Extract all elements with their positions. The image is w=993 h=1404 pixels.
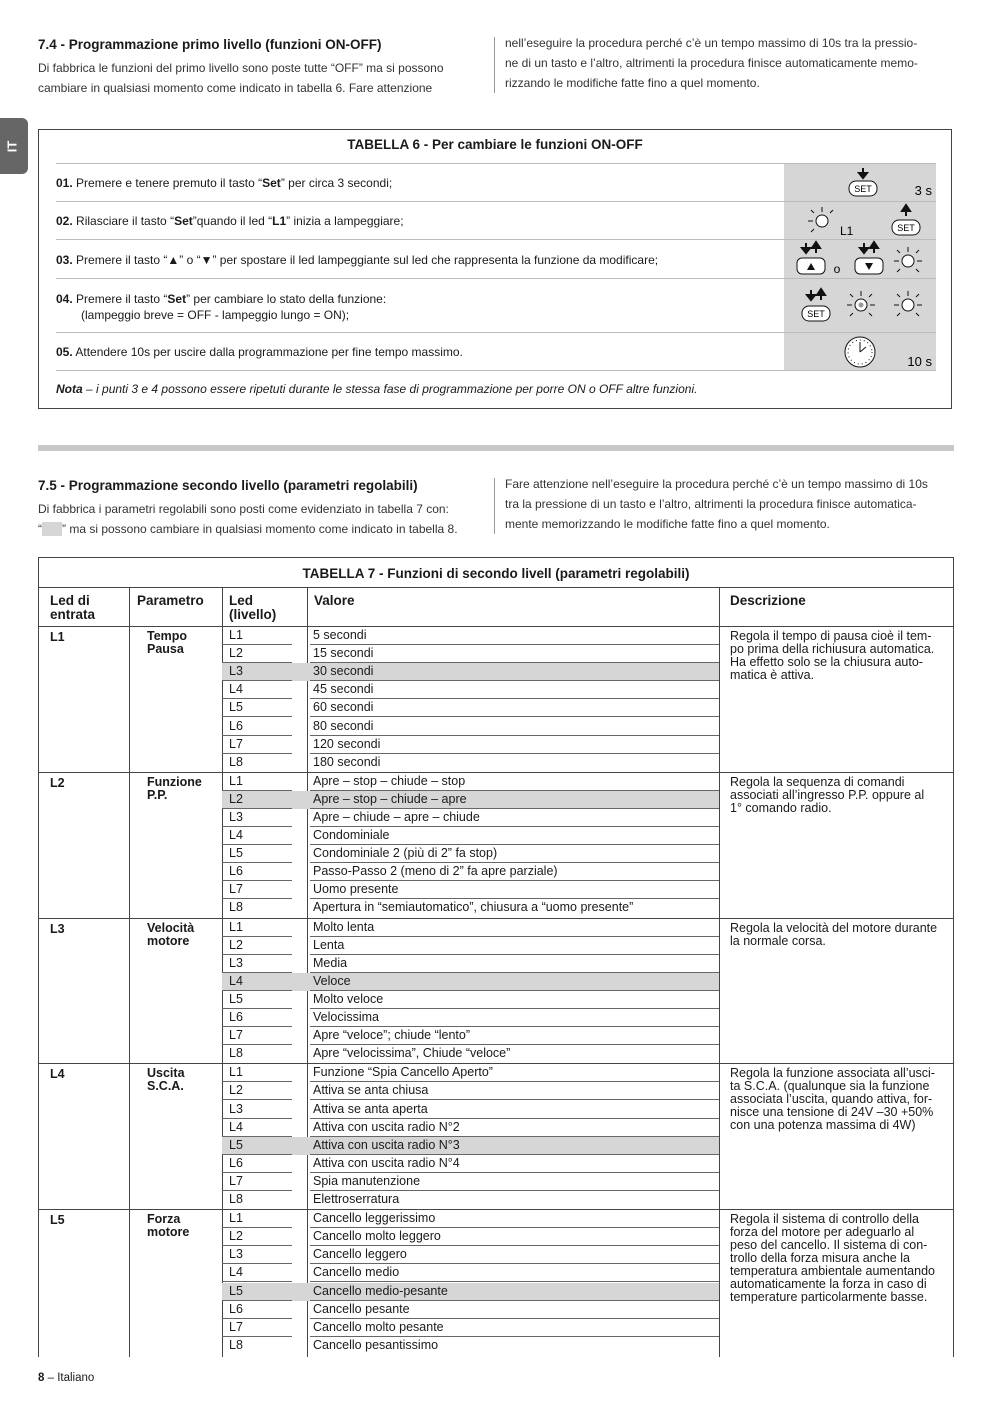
step-text [56,213,404,229]
value-row [222,1173,719,1191]
parameter-line: P.P. [147,787,168,802]
parameter-line: S.C.A. [147,1079,184,1094]
value-text: 5 secondi [313,628,367,642]
value-text: 60 secondi [313,700,374,715]
up-down-keys-icon [784,240,936,279]
column-divider [494,478,495,534]
value-row [222,1064,719,1082]
entry-led: L4 [50,1067,65,1082]
level-led: L4 [229,682,243,697]
section-separator [38,445,954,451]
table-6-bottom-rule [56,370,936,371]
led-blinking-icon [784,202,936,240]
step-text [56,344,463,360]
level-led: L2 [229,646,243,661]
value-text: 120 secondi [313,736,381,751]
table-7-group [39,1210,953,1356]
header-line: entrata [50,607,96,622]
table-6-row [56,332,936,371]
level-led: L1 [229,919,243,934]
entry-led: L2 [50,775,65,790]
value-row [222,973,719,991]
value-text: Cancello molto pesante [313,1319,444,1334]
level-led: L7 [229,736,243,751]
value-text: Molto lenta [313,919,375,934]
step-line: Premere il tasto “Set” per cambiare lo stato della funzione: [76,292,387,306]
value-row [222,1082,719,1100]
step-icons [784,279,936,333]
section-7-4-left-text [38,58,444,98]
value-row [222,809,719,827]
value-text: Attiva con uscita radio N°4 [313,1155,460,1170]
level-led: L6 [229,864,243,879]
value-row [222,1009,719,1027]
set-press-led-state-icon [784,279,936,333]
step-line: Attendere 10s per uscire dalla programmazione per fine tempo massimo. [75,345,463,359]
parameter-line: Forza [147,1212,181,1227]
table-7-group [39,773,953,919]
text-fragment: ” ma si possono cambiare in qualsiasi momento come indicato in tabella 8. [62,522,458,536]
value-text: Cancello molto leggero [313,1229,441,1244]
step-text [56,175,392,191]
value-row [222,899,719,917]
parameter-line: Pausa [147,642,184,656]
parameter-name [147,922,194,948]
value-text: Cancello leggero [313,1247,407,1262]
parameter-description: Regola la sequenza di comandi associati all’ingresso P.P. oppure al 1° comando radio. [730,774,925,815]
section-7-5-right-text [505,474,928,534]
value-row [222,955,719,973]
level-led: L3 [229,955,243,970]
time-label: 10 s [907,354,932,369]
value-row [222,1191,719,1209]
level-led: L1 [229,628,243,642]
value-text: Condominiale 2 (più di 2” fa stop) [313,846,498,861]
value-row [222,773,719,791]
set-key-label: SET [854,184,872,194]
text-line: ne di un tasto e l’altro, altrimenti la procedura finisce automaticamente memo- [505,56,918,70]
value-text: 80 secondi [313,718,374,733]
value-row [222,1319,719,1337]
value-text: Media [313,955,348,970]
value-text: Cancello leggerissimo [313,1211,436,1226]
step-number: 05. [56,345,73,359]
table-7 [38,557,954,1357]
level-led: L6 [229,1010,243,1025]
value-row [222,627,719,645]
value-row [222,991,719,1009]
set-key-label: SET [807,309,825,319]
value-text: Veloce [313,973,351,988]
step-line: Rilasciare il tasto “Set”quando il led “L1” inizia a lampeggiare; [76,214,404,228]
value-row [222,681,719,699]
level-led: L2 [229,1229,243,1244]
text-line: cambiare in qualsiasi momento come indicato in tabella 6. Fare attenzione [38,81,433,95]
note-text: – i punti 3 e 4 possono essere ripetuti durante le stessa fase di programmazione per porre ON o OFF altre funzioni. [82,382,698,396]
header-led-livello [229,594,276,622]
value-text: Lenta [313,937,345,952]
value-text: Elettroserratura [313,1192,400,1207]
step-number: 03. [56,253,73,267]
value-text: 30 secondi [313,664,374,679]
value-text: Spia manutenzione [313,1173,421,1188]
parameter-line: motore [147,1225,190,1240]
step-line: (lampeggio breve = OFF - lampeggio lungo = ON); [81,308,350,322]
parameter-name [147,776,202,802]
level-led: L1 [229,1065,243,1080]
value-text: 15 secondi [313,646,374,661]
level-led: L2 [229,1083,243,1098]
table-6-row [56,239,936,279]
language-tab [0,118,28,174]
language-tab-label: IT [4,140,20,153]
header-parametro: Parametro [137,593,204,608]
header-line: Led [229,593,254,608]
header-descrizione: Descrizione [730,593,806,608]
level-led: L1 [229,773,243,788]
level-led: L5 [229,846,243,861]
section-7-4-title: 7.4 - Programmazione primo livello (funzioni ON-OFF) [38,37,382,52]
level-led: L4 [229,1265,243,1280]
section-7-5-title: 7.5 - Programmazione secondo livello (parametri regolabili) [38,478,418,493]
parameter-description: Regola la velocità del motore durante la normale corsa. [730,920,938,948]
footer-language: – Italiano [44,1372,95,1384]
value-text: Cancello pesante [313,1301,410,1316]
text-line: rizzando le modifiche fatte fino a quel momento. [505,76,760,90]
parameter-line: motore [147,933,190,948]
parameter-name [147,1067,185,1093]
level-led: L1 [229,1211,243,1226]
step-line: Premere il tasto “▲” o “▼” per spostare il led lampeggiante sul led che rappresenta la funzione da modificare; [76,253,659,267]
value-text: Attiva se anta aperta [313,1101,428,1116]
parameter-line: Tempo [147,629,188,643]
level-led: L2 [229,937,243,952]
parameter-description: Regola il tempo di pausa cioè il tem- po prima della richiusura automatica. Ha effetto solo se la chiusura auto- matica è attiva. [730,629,935,682]
value-row [222,1283,719,1301]
text-line [38,519,458,539]
table-7-group [39,627,953,773]
parameter-name [147,630,187,656]
text-line: Di fabbrica le funzioni del primo livello sono poste tutte “OFF” ma si possono [38,61,444,75]
level-led: L5 [229,1283,243,1298]
parameter-line: Funzione [147,774,202,789]
value-row [222,1228,719,1246]
parameter-line: Velocità [147,920,195,935]
step-number: 02. [56,214,73,228]
value-row [222,1045,719,1063]
header-line: (livello) [229,607,277,622]
value-row [222,754,719,772]
value-row [222,827,719,845]
level-led: L5 [229,1137,243,1152]
table-7-group [39,1064,953,1210]
value-text: Apre “veloce”; chiude “lento” [313,1028,471,1043]
value-row [222,1337,719,1355]
value-row [222,845,719,863]
value-text: Attiva con uscita radio N°3 [313,1137,460,1152]
step-icons [784,202,936,240]
level-led: L8 [229,1046,243,1061]
page-footer [38,1372,94,1384]
level-led: L6 [229,718,243,733]
value-text: Molto veloce [313,991,384,1006]
page-number: 8 [38,1372,45,1384]
table-6 [38,129,952,409]
level-led: L3 [229,1247,243,1262]
value-row [222,736,719,754]
time-label: 3 s [914,183,932,198]
value-row [222,699,719,717]
level-led: L4 [229,828,243,843]
table-6-title: TABELLA 6 - Per cambiare le funzioni ON-OFF [347,137,643,152]
value-text: Velocissima [313,1010,379,1025]
value-row [222,1119,719,1137]
entry-led: L5 [50,1213,65,1228]
column-divider [494,37,495,93]
step-text [56,291,386,323]
text-line: tra la pressione di un tasto e l’altro, altrimenti la procedura finisce automatica- [505,497,917,511]
level-led: L7 [229,1028,243,1043]
level-led: L2 [229,791,243,806]
value-row [222,1027,719,1045]
table-6-note [56,382,697,396]
value-text: Cancello medio [313,1265,400,1280]
step-icons [784,240,936,279]
section-7-4-right-text [505,33,918,93]
value-text: Attiva se anta chiusa [313,1083,429,1098]
value-text: Condominiale [313,828,390,843]
value-row [222,718,719,736]
table-7-title: TABELLA 7 - Funzioni di secondo livell (parametri regolabili) [302,566,690,581]
level-led: L3 [229,1101,243,1116]
value-text: Funzione “Spia Cancello Aperto” [313,1065,493,1080]
value-text: Apre “velocissima”, Chiude “veloce” [313,1046,511,1061]
value-row [222,937,719,955]
level-led: L7 [229,1173,243,1188]
table-7-group [39,919,953,1065]
value-text: Apre – chiude – apre – chiude [313,809,480,824]
level-led: L4 [229,1119,243,1134]
value-row [222,1155,719,1173]
parameter-description: Regola la funzione associata all’usci- ta S.C.A. (qualunque sia la funzione associata l’uscita, quando attiva, for- nisce una tensione di 24V –30 +50% con una potenza massima di 4W) [730,1066,935,1133]
value-text: Cancello pesantissimo [313,1337,439,1352]
text-line: Fare attenzione nell’eseguire la procedura perché c’è un tempo massimo di 10s [505,477,928,491]
quote-open: “ [38,522,42,536]
default-highlight-swatch [42,522,62,536]
step-line: Premere e tenere premuto il tasto “Set” per circa 3 secondi; [76,176,393,190]
level-led: L8 [229,1192,243,1207]
value-row [222,1101,719,1119]
value-text: Passo-Passo 2 (meno di 2” fa apre parziale) [313,864,558,879]
note-label: Nota [56,382,83,396]
level-led: L3 [229,664,243,679]
header-valore: Valore [314,593,355,608]
level-led: L8 [229,1337,243,1352]
table-6-row [56,163,936,202]
level-led: L7 [229,882,243,897]
table-6-row [56,201,936,240]
value-text: Cancello medio-pesante [313,1283,448,1298]
parameter-line: Uscita [147,1066,185,1081]
text-line: nell’eseguire la procedura perché c’è un tempo massimo di 10s tra la pressio- [505,36,918,50]
level-led: L4 [229,973,243,988]
set-key-label: SET [897,223,915,233]
level-led: L7 [229,1319,243,1334]
level-led: L5 [229,700,243,715]
text-line: Di fabbrica i parametri regolabili sono posti come evidenziato in tabella 7 con: [38,502,449,516]
header-led-entrata [50,594,95,622]
level-led: L8 [229,900,243,915]
step-text [56,252,658,268]
level-led: L8 [229,754,243,769]
level-led: L6 [229,1155,243,1170]
value-text: Apertura in “semiautomatico”, chiusura a “uomo presente” [313,900,634,915]
step-icons [784,333,936,371]
section-7-5-left-text [38,499,458,539]
step-number: 04. [56,292,73,306]
value-text: Uomo presente [313,882,399,897]
value-text: 45 secondi [313,682,374,697]
value-row [222,1137,719,1155]
entry-led: L1 [50,630,65,644]
table-6-row [56,278,936,333]
step-number: 01. [56,176,73,190]
led-l1-label: L1 [840,224,854,238]
level-led: L6 [229,1301,243,1316]
value-text: Apre – stop – chiude – stop [313,773,466,788]
value-row [222,645,719,663]
header-line: Led di [50,593,90,608]
value-row [222,791,719,809]
set-press-hold-icon [784,164,936,202]
table-7-rule [39,587,953,588]
value-row [222,1264,719,1282]
clock-icon [784,333,936,371]
parameter-description: Regola il sistema di controllo della forza del motore per adeguarlo al peso del cancello. Il sistema di con- trollo della forza misura anche la temperatura ambientale aumentando automaticamente la forza in caso di temperature particolarmente basse. [730,1212,935,1305]
value-row [222,881,719,899]
parameter-name [147,1213,189,1239]
text-line: mente memorizzando le modifiche fatte fino a quel momento. [505,517,830,531]
value-row [222,1210,719,1228]
value-row [222,1301,719,1319]
value-row [222,919,719,937]
value-row [222,663,719,681]
or-label: o [833,262,841,276]
value-row [222,863,719,881]
value-text: 180 secondi [313,754,381,769]
value-text: Attiva con uscita radio N°2 [313,1119,460,1134]
value-text: Apre – stop – chiude – apre [313,791,467,806]
entry-led: L3 [50,921,65,936]
value-row [222,1246,719,1264]
level-led: L5 [229,991,243,1006]
step-icons [784,164,936,202]
level-led: L3 [229,809,243,824]
